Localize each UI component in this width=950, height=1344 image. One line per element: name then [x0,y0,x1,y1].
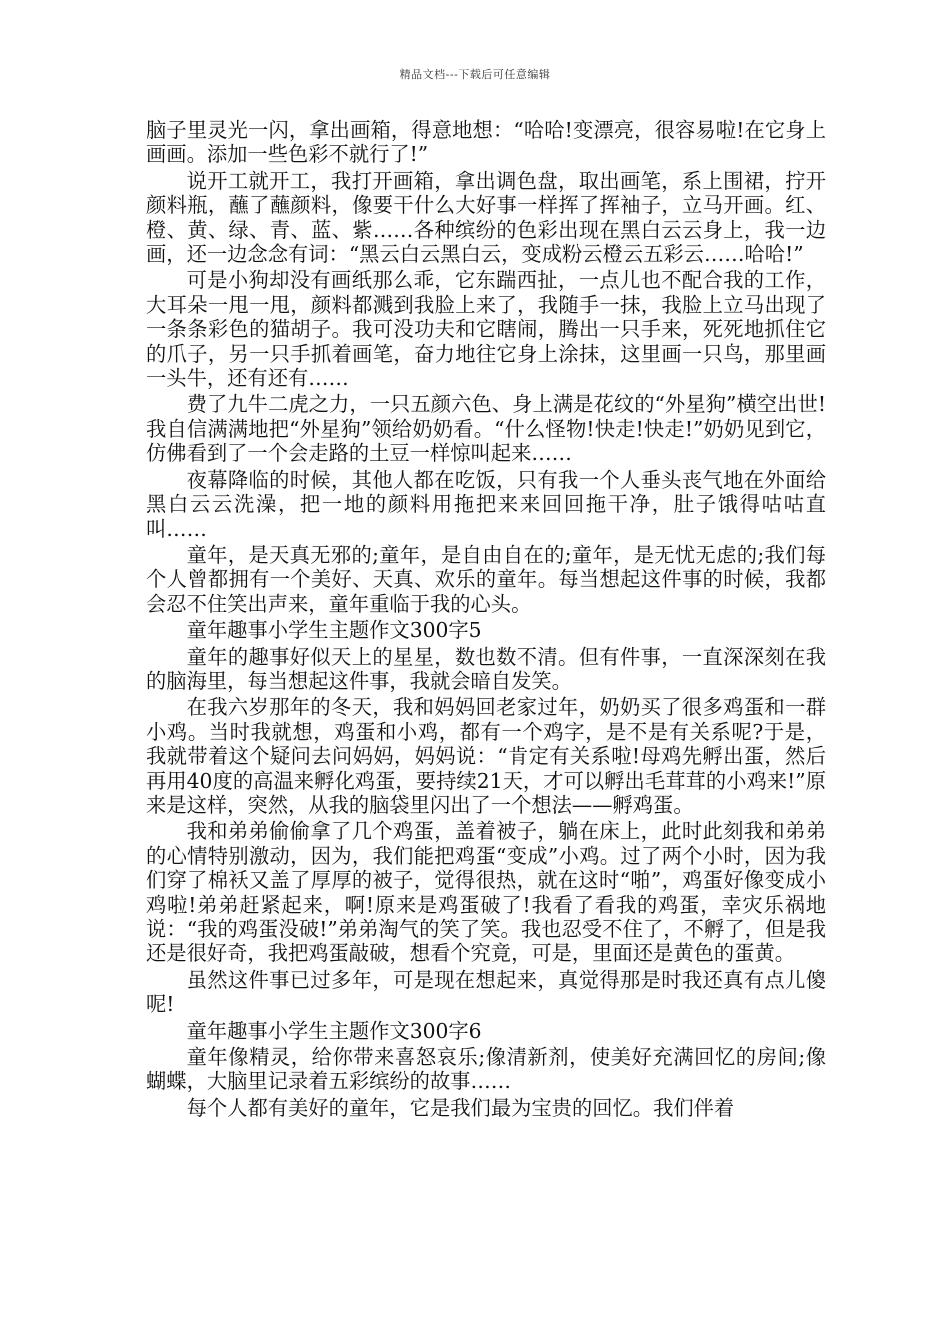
paragraph: 在我六岁那年的冬天，我和妈妈回老家过年，奶奶买了很多鸡蛋和一群小鸡。当时我就想，鸡蛋和小鸡，都有一个鸡字，是不是有关系呢?于是，我就带着这个疑问去问妈妈，妈妈说：“肯定有关系啦!母鸡先孵出蛋，然后再用40度的高温来孵化鸡蛋，要持续21天，才可以孵出毛茸茸的小鸡来!”原来是这样，突然，从我的脑袋里闪出了一个想法——孵鸡蛋。 [146,695,826,817]
paragraph: 童年，是天真无邪的;童年，是自由自在的;童年，是无忧无虑的;我们每个人曾都拥有一个美好、天真、欢乐的童年。每当想起这件事的时候，我都会忍不住笑出声来，童年重临于我的心头。 [146,542,826,616]
paragraph: 可是小狗却没有画纸那么乖，它东踹西扯，一点儿也不配合我的工作，大耳朵一甩一甩，颜料都溅到我脸上来了，我随手一抹，我脸上立马出现了一条条彩色的猫胡子。我可没功夫和它瞎闹，腾出一只手来，死死地抓住它的爪子，另一只手抓着画笔，奋力地往它身上涂抹，这里画一只鸟，那里画一头牛，还有还有…… [146,268,826,391]
document-body [146,118,826,1122]
section-heading: 童年趣事小学生主题作文300字5 [186,618,482,643]
paragraph: 脑子里灵光一闪，拿出画箱，得意地想：“哈哈!变漂亮，很容易啦!在它身上画画。添加一些色彩不就行了!” [146,118,826,167]
page-header: 精品文档---下载后可任意编辑 [399,68,551,81]
paragraph: 虽然这件事已过多年，可是现在想起来，真觉得那是时我还真有点儿傻呢! [146,967,826,1017]
paragraph: 夜幕降临的时候，其他人都在吃饭，只有我一个人垂头丧气地在外面给黑白云云洗澡，把一地的颜料用拖把来来回回拖干净，肚子饿得咕咕直叫…… [146,467,826,541]
paragraph: 童年的趣事好似天上的星星，数也数不清。但有件事，一直深深刻在我的脑海里，每当想起这件事，我就会暗自发笑。 [146,644,826,693]
paragraph: 童年像精灵，给你带来喜怒哀乐;像清新剂，使美好充满回忆的房间;像蝴蝶，大脑里记录着五彩缤纷的故事…… [146,1045,826,1094]
section-heading: 童年趣事小学生主题作文300字6 [186,1018,482,1043]
paragraph: 说开工就开工，我打开画箱，拿出调色盘，取出画笔，系上围裙，拧开颜料瓶，蘸了蘸颜料，像要干什么大好事一样挥了挥袖子，立马开画。红、橙、黄、绿、青、蓝、紫……各种缤纷的色彩出现在黑白云云身上，我一边画，还一边念念有词：“黑云白云黑白云，变成粉云橙云五彩云……哈哈!” [146,168,826,267]
paragraph: 每个人都有美好的童年，它是我们最为宝贵的回忆。我们伴着 [186,1095,735,1120]
paragraph: 我和弟弟偷偷拿了几个鸡蛋，盖着被子，躺在床上，此时此刻我和弟弟的心情特别激动，因为，我们能把鸡蛋“变成”小鸡。过了两个小时，因为我们穿了棉袄又盖了厚厚的被子，觉得很热，就在这时“啪”，鸡蛋好像变成小鸡啦!弟弟赶紧起来，啊!原来是鸡蛋破了!我看了看我的鸡蛋，幸灾乐祸地说：“我的鸡蛋没破!”弟弟淘气的笑了笑。我也忍受不住了，不孵了，但是我还是很好奇，我把鸡蛋敲破，想看个究竟，可是，里面还是黄色的蛋黄。 [146,819,826,966]
paragraph: 费了九牛二虎之力，一只五颜六色、身上满是花纹的“外星狗”横空出世!我自信满满地把“外星狗”领给奶奶看。“什么怪物!快走!快走!”奶奶见到它，仿佛看到了一个会走路的土豆一样惊叫起来…… [146,392,826,466]
